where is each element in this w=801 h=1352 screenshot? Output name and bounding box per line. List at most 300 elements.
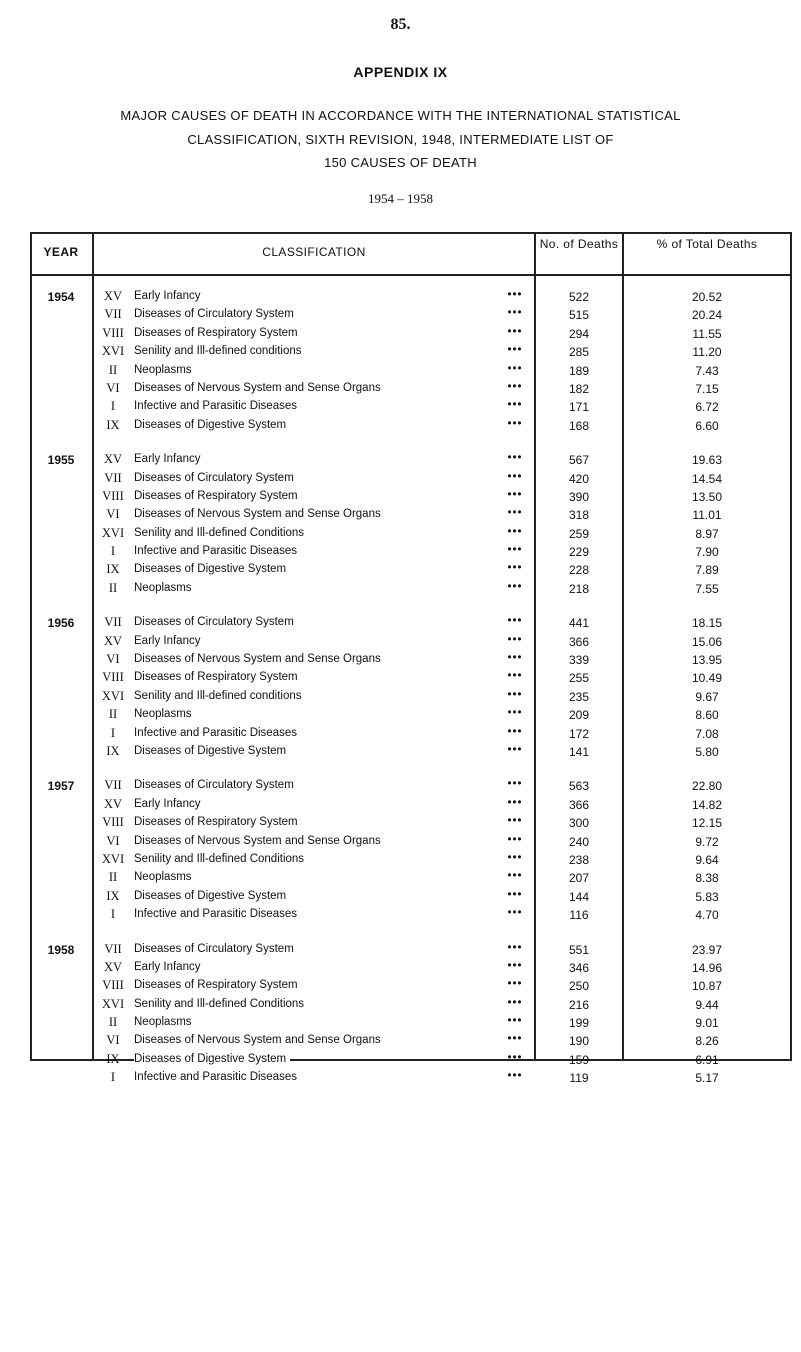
table-row xyxy=(30,979,792,997)
header-year: YEAR xyxy=(43,245,79,259)
table-row xyxy=(30,835,792,853)
cause-cell xyxy=(134,345,530,357)
table-body xyxy=(30,290,792,1106)
table-row xyxy=(30,779,792,797)
classification-code: XVI xyxy=(101,344,125,359)
deaths-cell: 522 xyxy=(568,290,590,304)
cause-cell xyxy=(134,979,530,991)
leader-dots: ••• xyxy=(507,778,523,791)
percent-cell: 22.80 xyxy=(691,779,723,794)
deaths-cell: 259 xyxy=(568,526,590,541)
table-row xyxy=(30,582,792,600)
percent-cell: 9.01 xyxy=(695,1016,719,1031)
deaths-cell: 240 xyxy=(568,834,590,849)
leader-dots: ••• xyxy=(507,996,523,1009)
appendix-heading: APPENDIX IX xyxy=(353,64,448,80)
classification-code: IX xyxy=(106,562,120,577)
cause-label: Infective and Parasitic Diseases xyxy=(134,727,301,739)
percent-cell: 8.26 xyxy=(695,1034,719,1049)
cause-cell xyxy=(134,453,530,465)
leader-dots: ••• xyxy=(507,833,523,846)
leader-dots: ••• xyxy=(507,688,523,701)
cause-label: Diseases of Digestive System xyxy=(134,745,290,757)
table-top-border xyxy=(30,232,792,234)
cause-label: Diseases of Nervous System and Sense Organs xyxy=(134,382,385,394)
deaths-cell: 116 xyxy=(569,908,589,923)
classification-code: VII xyxy=(104,470,122,485)
classification-code: XVI xyxy=(101,996,125,1011)
percent-cell: 11.20 xyxy=(692,345,722,360)
leader-dots: ••• xyxy=(507,307,523,320)
deaths-cell: 441 xyxy=(568,616,590,631)
header-divider xyxy=(30,274,792,276)
table-row xyxy=(30,563,792,581)
table-row xyxy=(30,671,792,689)
table-row xyxy=(30,419,792,437)
deaths-cell: 168 xyxy=(568,418,590,433)
deaths-cell: 390 xyxy=(568,489,590,504)
deaths-cell: 318 xyxy=(568,508,590,523)
percent-cell: 15.06 xyxy=(691,634,723,649)
cause-label: Infective and Parasitic Diseases xyxy=(134,400,301,412)
classification-code: I xyxy=(110,544,116,559)
deaths-cell: 294 xyxy=(568,326,590,341)
classification-code: VI xyxy=(106,507,120,522)
percent-cell: 5.17 xyxy=(695,1071,719,1086)
percent-cell: 14.96 xyxy=(691,960,723,975)
table-row xyxy=(30,1053,792,1071)
cause-cell xyxy=(134,1071,530,1083)
cause-cell xyxy=(134,616,530,628)
percent-cell: 13.95 xyxy=(691,653,723,668)
cause-label: Senility and Ill-defined conditions xyxy=(134,345,306,357)
year-cell: 1958 xyxy=(47,942,75,957)
cause-label: Diseases of Digestive System xyxy=(134,1053,290,1065)
table-row xyxy=(30,527,792,545)
cause-cell xyxy=(134,582,530,594)
leader-dots: ••• xyxy=(507,633,523,646)
cause-label: Diseases of Respiratory System xyxy=(134,327,302,339)
deaths-cell: 144 xyxy=(568,889,590,904)
cause-label: Neoplasms xyxy=(134,871,196,883)
page-number: 85. xyxy=(390,16,411,33)
leader-dots: ••• xyxy=(507,380,523,393)
table-row xyxy=(30,490,792,508)
leader-dots: ••• xyxy=(507,851,523,864)
classification-code: II xyxy=(108,870,118,885)
deaths-cell: 159 xyxy=(568,1052,590,1067)
percent-cell: 4.70 xyxy=(695,908,719,923)
percent-cell: 23.97 xyxy=(691,942,723,957)
header-deaths: No. of Deaths xyxy=(539,237,619,251)
cause-cell xyxy=(134,745,530,757)
classification-code: IX xyxy=(106,888,120,903)
deaths-cell: 229 xyxy=(568,545,590,560)
cause-cell xyxy=(134,1053,530,1065)
cause-cell xyxy=(134,327,530,339)
table-row xyxy=(30,1034,792,1052)
cause-label: Diseases of Nervous System and Sense Organs xyxy=(134,508,385,520)
leader-dots: ••• xyxy=(507,941,523,954)
percent-cell: 8.97 xyxy=(695,526,719,541)
cause-cell xyxy=(134,472,530,484)
classification-code: VI xyxy=(106,652,120,667)
cause-cell xyxy=(134,490,530,502)
cause-label: Neoplasms xyxy=(134,1016,196,1028)
classification-code: XVI xyxy=(101,688,125,703)
cause-cell xyxy=(134,1034,530,1046)
classification-code: VII xyxy=(104,941,122,956)
deaths-cell: 339 xyxy=(568,653,590,668)
classification-code: VI xyxy=(106,380,120,395)
title-line-2: CLASSIFICATION, SIXTH REVISION, 1948, INTERMEDIATE LIST OF xyxy=(187,132,614,147)
deaths-cell: 420 xyxy=(568,471,590,486)
table-row xyxy=(30,816,792,834)
classification-code: II xyxy=(108,1015,118,1030)
classification-code: I xyxy=(110,1070,116,1085)
deaths-cell: 255 xyxy=(568,671,590,686)
classification-code: I xyxy=(110,725,116,740)
year-cell: 1956 xyxy=(47,616,75,631)
cause-cell xyxy=(134,816,530,828)
cause-label: Senility and Ill-defined conditions xyxy=(134,690,306,702)
cause-cell xyxy=(134,671,530,683)
table-row xyxy=(30,545,792,563)
cause-cell xyxy=(134,961,530,973)
deaths-cell: 551 xyxy=(568,942,590,957)
deaths-cell: 216 xyxy=(568,997,590,1012)
year-group xyxy=(30,779,792,926)
percent-cell: 11.55 xyxy=(692,326,722,341)
deaths-cell: 300 xyxy=(568,816,590,831)
leader-dots: ••• xyxy=(507,344,523,357)
percent-cell: 10.49 xyxy=(691,671,723,686)
classification-code: IX xyxy=(106,743,120,758)
percent-cell: 5.83 xyxy=(695,889,719,904)
title-line-1: MAJOR CAUSES OF DEATH IN ACCORDANCE WITH THE INTERNATIONAL STATISTICAL xyxy=(120,108,681,123)
table-row xyxy=(30,798,792,816)
percent-cell: 9.64 xyxy=(695,852,719,867)
cause-cell xyxy=(134,798,530,810)
cause-label: Diseases of Respiratory System xyxy=(134,816,302,828)
cause-cell xyxy=(134,563,530,575)
deaths-cell: 285 xyxy=(568,345,590,360)
cause-cell xyxy=(134,653,530,665)
leader-dots: ••• xyxy=(507,525,523,538)
deaths-cell: 366 xyxy=(568,797,590,812)
cause-label: Diseases of Respiratory System xyxy=(134,490,302,502)
cause-cell xyxy=(134,290,530,302)
leader-dots: ••• xyxy=(507,362,523,375)
classification-code: VIII xyxy=(102,325,124,340)
percent-cell: 9.67 xyxy=(695,689,719,704)
table-row xyxy=(30,364,792,382)
percent-cell: 7.15 xyxy=(695,381,719,396)
cause-label: Early Infancy xyxy=(134,635,204,647)
cause-cell xyxy=(134,635,530,647)
percent-cell: 7.08 xyxy=(695,726,719,741)
cause-label: Diseases of Circulatory System xyxy=(134,943,298,955)
deaths-cell: 366 xyxy=(568,634,590,649)
cause-label: Early Infancy xyxy=(134,453,204,465)
cause-label: Diseases of Digestive System xyxy=(134,890,290,902)
classification-code: XV xyxy=(103,633,123,648)
leader-dots: ••• xyxy=(507,725,523,738)
percent-cell: 14.82 xyxy=(691,797,723,812)
leader-dots: ••• xyxy=(507,815,523,828)
cause-label: Neoplasms xyxy=(134,708,196,720)
classification-code: XV xyxy=(103,959,123,974)
leader-dots: ••• xyxy=(507,978,523,991)
classification-code: VII xyxy=(104,615,122,630)
table-row xyxy=(30,508,792,526)
table-row xyxy=(30,1071,792,1089)
percent-cell: 14.54 xyxy=(691,471,723,486)
table-row xyxy=(30,345,792,363)
cause-label: Senility and Ill-defined Conditions xyxy=(134,527,308,539)
leader-dots: ••• xyxy=(507,888,523,901)
cause-cell xyxy=(134,998,530,1010)
percent-cell: 6.60 xyxy=(695,418,719,433)
cause-label: Diseases of Nervous System and Sense Organs xyxy=(134,1034,385,1046)
table-row xyxy=(30,961,792,979)
cause-label: Diseases of Circulatory System xyxy=(134,308,298,320)
percent-cell: 10.87 xyxy=(691,979,723,994)
leader-dots: ••• xyxy=(507,289,523,301)
table-row xyxy=(30,727,792,745)
percent-cell: 11.01 xyxy=(692,508,722,523)
cause-label: Early Infancy xyxy=(134,961,204,973)
percent-cell: 9.44 xyxy=(695,997,719,1012)
table-row xyxy=(30,472,792,490)
cause-cell xyxy=(134,1016,530,1028)
classification-code: XVI xyxy=(101,525,125,540)
deaths-cell: 235 xyxy=(568,689,590,704)
leader-dots: ••• xyxy=(507,470,523,483)
table-row xyxy=(30,400,792,418)
deaths-cell: 238 xyxy=(568,852,590,867)
percent-cell: 7.55 xyxy=(695,581,719,596)
leader-dots: ••• xyxy=(507,417,523,430)
deaths-cell: 567 xyxy=(568,453,590,468)
classification-code: VI xyxy=(106,833,120,848)
table-row xyxy=(30,1016,792,1034)
cause-cell xyxy=(134,708,530,720)
classification-code: I xyxy=(110,399,116,414)
cause-label: Diseases of Circulatory System xyxy=(134,779,298,791)
leader-dots: ••• xyxy=(507,652,523,665)
cause-cell xyxy=(134,890,530,902)
table-row xyxy=(30,635,792,653)
classification-code: VI xyxy=(106,1033,120,1048)
classification-code: VII xyxy=(104,307,122,322)
leader-dots: ••• xyxy=(507,670,523,683)
classification-code: II xyxy=(108,707,118,722)
leader-dots: ••• xyxy=(507,580,523,593)
classification-code: XVI xyxy=(101,851,125,866)
cause-label: Diseases of Digestive System xyxy=(134,419,290,431)
deaths-cell: 209 xyxy=(568,708,590,723)
cause-cell xyxy=(134,527,530,539)
leader-dots: ••• xyxy=(507,615,523,628)
leader-dots: ••• xyxy=(507,488,523,501)
header-classification: CLASSIFICATION xyxy=(262,245,366,259)
table-row xyxy=(30,908,792,926)
leader-dots: ••• xyxy=(507,870,523,883)
leader-dots: ••• xyxy=(507,796,523,809)
year-cell: 1955 xyxy=(47,453,75,468)
deaths-cell: 228 xyxy=(568,563,590,578)
classification-code: VIII xyxy=(102,978,124,993)
table-row xyxy=(30,453,792,471)
percent-cell: 7.90 xyxy=(695,545,719,560)
table-row xyxy=(30,708,792,726)
leader-dots: ••• xyxy=(507,743,523,756)
leader-dots: ••• xyxy=(507,507,523,520)
year-group xyxy=(30,616,792,763)
percent-cell: 8.60 xyxy=(695,708,719,723)
deaths-cell: 190 xyxy=(568,1034,590,1049)
cause-label: Infective and Parasitic Diseases xyxy=(134,1071,301,1083)
title-line-3: 150 CAUSES OF DEATH xyxy=(324,155,477,170)
deaths-cell: 563 xyxy=(568,779,590,794)
cause-label: Diseases of Digestive System xyxy=(134,563,290,575)
header-percent: % of Total Deaths xyxy=(656,237,758,251)
classification-code: IX xyxy=(106,1051,120,1066)
leader-dots: ••• xyxy=(507,1015,523,1028)
deaths-cell: 515 xyxy=(568,308,590,323)
cause-cell xyxy=(134,908,530,920)
cause-cell xyxy=(134,400,530,412)
cause-label: Diseases of Circulatory System xyxy=(134,616,298,628)
cause-label: Early Infancy xyxy=(134,798,204,810)
cause-label: Infective and Parasitic Diseases xyxy=(134,908,301,920)
percent-cell: 13.50 xyxy=(691,489,723,504)
table-row xyxy=(30,290,792,308)
leader-dots: ••• xyxy=(507,325,523,338)
period-label: 1954 – 1958 xyxy=(368,191,433,206)
cause-cell xyxy=(134,508,530,520)
cause-cell xyxy=(134,871,530,883)
cause-cell xyxy=(134,727,530,739)
cause-cell xyxy=(134,308,530,320)
cause-cell xyxy=(134,419,530,431)
year-group xyxy=(30,290,792,437)
table-row xyxy=(30,653,792,671)
cause-label: Infective and Parasitic Diseases xyxy=(134,545,301,557)
cause-label: Diseases of Circulatory System xyxy=(134,472,298,484)
percent-cell: 6.72 xyxy=(695,400,719,415)
leader-dots: ••• xyxy=(507,907,523,920)
deaths-cell: 218 xyxy=(568,581,590,596)
leader-dots: ••• xyxy=(507,707,523,720)
percent-cell: 9.72 xyxy=(695,834,719,849)
table-row xyxy=(30,308,792,326)
leader-dots: ••• xyxy=(507,452,523,465)
cause-cell xyxy=(134,853,530,865)
deaths-cell: 119 xyxy=(569,1071,589,1086)
percent-cell: 7.43 xyxy=(695,363,719,378)
deaths-cell: 189 xyxy=(568,363,590,378)
percent-cell: 7.89 xyxy=(695,563,719,578)
deaths-cell: 199 xyxy=(568,1016,590,1031)
table-row xyxy=(30,745,792,763)
leader-dots: ••• xyxy=(507,1033,523,1046)
leader-dots: ••• xyxy=(507,544,523,557)
table-row xyxy=(30,690,792,708)
cause-cell xyxy=(134,382,530,394)
percent-cell: 5.80 xyxy=(695,744,719,759)
cause-cell xyxy=(134,943,530,955)
cause-label: Neoplasms xyxy=(134,582,196,594)
deaths-cell: 250 xyxy=(568,979,590,994)
year-cell: 1957 xyxy=(47,779,75,794)
percent-cell: 20.52 xyxy=(691,290,723,304)
table-row xyxy=(30,327,792,345)
classification-code: XV xyxy=(103,452,123,467)
cause-cell xyxy=(134,690,530,702)
percent-cell: 12.15 xyxy=(691,816,723,831)
cause-cell xyxy=(134,545,530,557)
classification-code: XV xyxy=(103,796,123,811)
percent-cell: 18.15 xyxy=(691,616,723,631)
table-row xyxy=(30,616,792,634)
classification-code: VIII xyxy=(102,815,124,830)
cause-cell xyxy=(134,779,530,791)
classification-code: XV xyxy=(103,289,123,303)
cause-label: Neoplasms xyxy=(134,364,196,376)
cause-label: Early Infancy xyxy=(134,290,204,302)
table-row xyxy=(30,998,792,1016)
year-cell: 1954 xyxy=(47,290,75,304)
cause-cell xyxy=(134,835,530,847)
deaths-cell: 182 xyxy=(568,381,590,396)
table-row xyxy=(30,890,792,908)
cause-label: Diseases of Nervous System and Sense Organs xyxy=(134,653,385,665)
deaths-cell: 171 xyxy=(568,400,590,415)
percent-cell: 8.38 xyxy=(695,871,719,886)
leader-dots: ••• xyxy=(507,1051,523,1064)
percent-cell: 20.24 xyxy=(691,308,723,323)
deaths-cell: 172 xyxy=(568,726,590,741)
classification-code: VIII xyxy=(102,488,124,503)
leader-dots: ••• xyxy=(507,1070,523,1083)
table-row xyxy=(30,871,792,889)
leader-dots: ••• xyxy=(507,562,523,575)
year-group xyxy=(30,943,792,1090)
classification-code: VIII xyxy=(102,670,124,685)
deaths-cell: 207 xyxy=(568,871,590,886)
classification-code: VII xyxy=(104,778,122,793)
year-group xyxy=(30,453,792,600)
percent-cell: 19.63 xyxy=(691,453,723,468)
cause-label: Senility and Ill-defined Conditions xyxy=(134,998,308,1010)
table-row xyxy=(30,853,792,871)
causes-of-death-table xyxy=(30,232,792,1086)
cause-label: Diseases of Respiratory System xyxy=(134,671,302,683)
cause-label: Senility and Ill-defined Conditions xyxy=(134,853,308,865)
classification-code: II xyxy=(108,580,118,595)
percent-cell: 6.91 xyxy=(695,1052,719,1067)
cause-label: Diseases of Respiratory System xyxy=(134,979,302,991)
leader-dots: ••• xyxy=(507,399,523,412)
leader-dots: ••• xyxy=(507,959,523,972)
cause-cell xyxy=(134,364,530,376)
classification-code: II xyxy=(108,362,118,377)
deaths-cell: 346 xyxy=(568,960,590,975)
cause-label: Diseases of Nervous System and Sense Organs xyxy=(134,835,385,847)
table-row xyxy=(30,943,792,961)
